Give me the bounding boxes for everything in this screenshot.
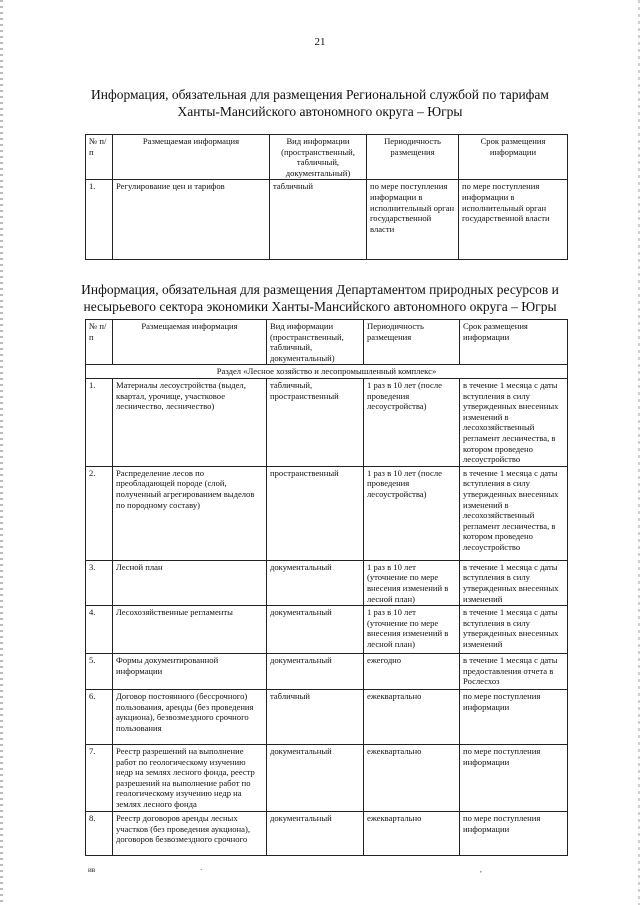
cell-type: документальный [267, 606, 364, 654]
table-row [86, 466, 568, 560]
cell-info: Реестр договоров аренды лесных участков (без проведения аукциона), договоров безвозмездного срочного [113, 812, 267, 856]
cell-number: 6. [86, 690, 113, 745]
section2-header-row [86, 320, 568, 365]
section1-header-row [86, 135, 568, 180]
cell-type: документальный [267, 560, 364, 605]
col-header-frequency: Периодичность размещения [367, 135, 459, 180]
cell-info: Формы документированной информации [113, 654, 267, 690]
cell-term: по мере поступления информации в исполнительный орган государственной власти [459, 180, 568, 260]
cell-info: Лесной план [113, 560, 267, 605]
col-header-number: № п/п [86, 135, 113, 180]
scan-speck: , [480, 866, 482, 874]
cell-frequency: 1 раз в 10 лет (после проведения лесоустройства) [364, 466, 460, 560]
cell-frequency: 1 раз в 10 лет (после проведения лесоустройства) [364, 378, 460, 466]
table-row [86, 560, 568, 605]
cell-number: 5. [86, 654, 113, 690]
cell-number: 1. [86, 378, 113, 466]
cell-frequency: ежеквартально [364, 690, 460, 745]
col-header-type: Вид информации (пространственный, табличный, документальный) [270, 135, 367, 180]
section-heading: Раздел «Лесное хозяйство и лесопромышленный комплекс» [86, 365, 568, 379]
cell-info: Распределение лесов по преобладающей породе (слой, полученный агрегированием выделов по породному составу) [113, 466, 267, 560]
scan-speck: · [200, 866, 203, 874]
section1-title [60, 86, 580, 120]
cell-frequency: ежеквартально [364, 745, 460, 812]
table-row [86, 654, 568, 690]
page-number: 21 [314, 36, 326, 48]
cell-number: 3. [86, 560, 113, 605]
cell-type: пространственный [267, 466, 364, 560]
table-row [86, 180, 568, 260]
cell-type: табличный [267, 690, 364, 745]
cell-type: табличный, пространственный [267, 378, 364, 466]
cell-info: Договор постоянного (бессрочного) пользования, аренды (без проведения аукциона), безвозмездного срочного пользования [113, 690, 267, 745]
cell-info: Материалы лесоустройства (выдел, квартал, урочище, участковое лесничество, лесничество) [113, 378, 267, 466]
section2-title-line1: Информация, обязательная для размещения Департаментом природных ресурсов и [81, 282, 559, 297]
cell-frequency: 1 раз в 10 лет (уточнение по мере внесения изменений в лесной план) [364, 560, 460, 605]
cell-number: 2. [86, 466, 113, 560]
cell-number: 7. [86, 745, 113, 812]
cell-info: Реестр разрешений на выполнение работ по геологическому изучению недр на землях лесного фонда, реестр разрешений на выполнение работ по геологическому изучению недр на землях лесного фонда [113, 745, 267, 812]
section2-title [60, 281, 580, 315]
cell-type: документальный [267, 812, 364, 856]
section1-title-line2: Ханты-Мансийского автономного округа – Югры [177, 104, 463, 119]
col-header-type: Вид информации (пространственный, табличный, документальный) [267, 320, 364, 365]
col-header-info: Размещаемая информация [113, 135, 270, 180]
cell-term: по мере поступления информации [460, 812, 568, 856]
cell-frequency: ежегодно [364, 654, 460, 690]
cell-type: табличный [270, 180, 367, 260]
cell-type: документальный [267, 745, 364, 812]
section-heading-row [86, 365, 568, 379]
col-header-frequency: Периодичность размещения [364, 320, 460, 365]
scan-edge-left [0, 0, 3, 905]
col-header-term: Срок размещения информации [460, 320, 568, 365]
cell-info: Лесохозяйственные регламенты [113, 606, 267, 654]
cell-term: по мере поступления информации [460, 690, 568, 745]
cell-term: в течение 1 месяца с даты вступления в силу утвержденных внесенных изменений в лесохозяйственный регламент лесничества, в котором проведено лесоустройство [460, 378, 568, 466]
section2-title-line2: несырьевого сектора экономики Ханты-Мансийского автономного округа – Югры [83, 299, 557, 314]
section2-table [85, 319, 568, 856]
cell-frequency: по мере поступления информации в исполнительный орган государственной власти [367, 180, 459, 260]
cell-frequency: ежеквартально [364, 812, 460, 856]
cell-term: по мере поступления информации [460, 745, 568, 812]
cell-term: в течение 1 месяца с даты вступления в силу утвержденных внесенных изменений [460, 606, 568, 654]
table-row [86, 606, 568, 654]
cell-number: 4. [86, 606, 113, 654]
table-row [86, 745, 568, 812]
table-row [86, 690, 568, 745]
cell-term: в течение 1 месяца с даты предоставления отчета в Рослесхоз [460, 654, 568, 690]
col-header-info: Размещаемая информация [113, 320, 267, 365]
table-row [86, 812, 568, 856]
table-row [86, 378, 568, 466]
cell-number: 1. [86, 180, 113, 260]
cell-term: в течение 1 месяца с даты вступления в силу утвержденных внесенных изменений [460, 560, 568, 605]
footer-mark: ив [88, 866, 96, 874]
col-header-number: № п/п [86, 320, 113, 365]
col-header-term: Срок размещения информации [459, 135, 568, 180]
cell-frequency: 1 раз в 10 лет (уточнение по мере внесения изменений в лесной план) [364, 606, 460, 654]
cell-number: 8. [86, 812, 113, 856]
cell-type: документальный [267, 654, 364, 690]
section1-table [85, 134, 568, 260]
cell-info: Регулирование цен и тарифов [113, 180, 270, 260]
section1-title-line1: Информация, обязательная для размещения Региональной службой по тарифам [91, 87, 549, 102]
cell-term: в течение 1 месяца с даты вступления в силу утвержденных внесенных изменений в лесохозяйственный регламент лесничества, в котором проведено лесоустройство [460, 466, 568, 560]
